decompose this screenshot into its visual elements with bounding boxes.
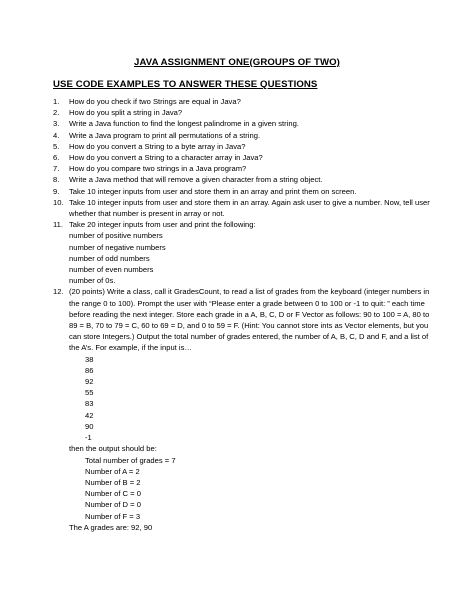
question-item <box>53 286 433 532</box>
example-grade: 90 <box>85 421 94 431</box>
question-number: 1. <box>53 97 60 106</box>
sub-item: number of even numbers <box>69 265 154 275</box>
question-item <box>53 152 433 163</box>
example-grade-list <box>85 354 433 444</box>
example-grade: 55 <box>85 388 94 398</box>
document-subtitle: USE CODE EXAMPLES TO ANSWER THESE QUESTIONS <box>53 79 318 90</box>
question-text: Write a Java method that will remove a given character from a string object. <box>69 175 323 185</box>
output-intro: then the output should be: <box>69 444 157 454</box>
a-grades-line: The A grades are: 92, 90 <box>69 522 153 532</box>
question-number: 3. <box>53 119 60 129</box>
example-grade: 92 <box>85 377 94 387</box>
example-grade: 86 <box>85 365 94 375</box>
question-text: (20 points) Write a class, call it GradesCount, to read a list of grades from the keyboard (integer numbers in the range 0 to 100). Prompt the user with “Please enter a grade between 0 to 100 or -1 to quit: ” each time before reading the next integer. Store each grade in a A, B, C, D or F Vector as follows: 90 to 100 = A, 80 to 89 = B, 70 to 79 = C, 60 to 69 = D, and 0 to 59 = F. (Hint: You cannot store ints as Vector elements, but you can store Integers.) Output the total number of grades entered, the number of A, B, C, D and F, and a list of the A’s. For example, if the input is… <box>69 287 430 353</box>
question-number: 8. <box>53 175 60 185</box>
question-item <box>53 118 433 129</box>
question-number: 2. <box>53 108 60 118</box>
sub-item: number of odd numbers <box>69 253 150 263</box>
output-line: Number of F = 3 <box>85 511 141 521</box>
question-text: Write a Java program to print all permutations of a string. <box>69 130 261 140</box>
question-item <box>53 163 433 174</box>
question-item <box>53 96 433 107</box>
question-text: Write a Java function to find the longest palindrome in a given string. <box>69 119 299 129</box>
question-text: How do you convert a String to a character array in Java? <box>69 153 263 163</box>
question-item <box>53 186 433 197</box>
question-item <box>53 197 433 219</box>
output-line: Total number of grades = 7 <box>85 455 176 465</box>
question-number: 11. <box>53 220 63 230</box>
question-item <box>53 141 433 152</box>
question-number: 10. <box>53 197 64 207</box>
question-number: 12. <box>53 287 64 297</box>
question-text: Take 10 integer inputs from user and store them in an array. Again ask user to give a number. Now, tell user whether that number is present in array or not. <box>69 197 430 219</box>
question-number: 6. <box>53 153 60 163</box>
output-line: Number of A = 2 <box>85 466 140 476</box>
question-text: How do you compare two strings in a Java program? <box>69 164 247 174</box>
output-line: Number of B = 2 <box>85 477 141 487</box>
question-body <box>69 286 433 532</box>
question-number: 7. <box>53 164 60 174</box>
question-text: How do you check if two Strings are equal in Java? <box>69 97 241 106</box>
question-body <box>69 219 433 286</box>
question-item <box>53 219 433 286</box>
question-text: How do you split a string in Java? <box>69 108 183 118</box>
example-grade: 38 <box>85 354 94 364</box>
question-list <box>53 96 433 533</box>
example-grade: 83 <box>85 399 94 409</box>
question-text: Take 20 integer inputs from user and print the following: <box>69 220 256 230</box>
example-grade: -1 <box>85 433 92 443</box>
question-number: 5. <box>53 141 60 151</box>
sub-item: number of 0s. <box>69 276 116 286</box>
sub-item: number of positive numbers <box>69 231 163 241</box>
example-grade: 42 <box>85 410 94 420</box>
question-item <box>53 174 433 185</box>
document-title: JAVA ASSIGNMENT ONE(GROUPS OF TWO) <box>134 57 340 68</box>
question-number: 9. <box>53 186 60 196</box>
output-list <box>85 455 433 522</box>
question-text: How do you convert a String to a byte array in Java? <box>69 141 246 151</box>
question-item <box>53 107 433 118</box>
question-number: 4. <box>53 130 60 140</box>
question-item <box>53 130 433 141</box>
output-line: Number of C = 0 <box>85 489 141 499</box>
question-text: Take 10 integer inputs from user and store them in an array and print them on screen. <box>69 186 357 196</box>
sub-item: number of negative numbers <box>69 242 166 252</box>
output-line: Number of D = 0 <box>85 500 141 510</box>
